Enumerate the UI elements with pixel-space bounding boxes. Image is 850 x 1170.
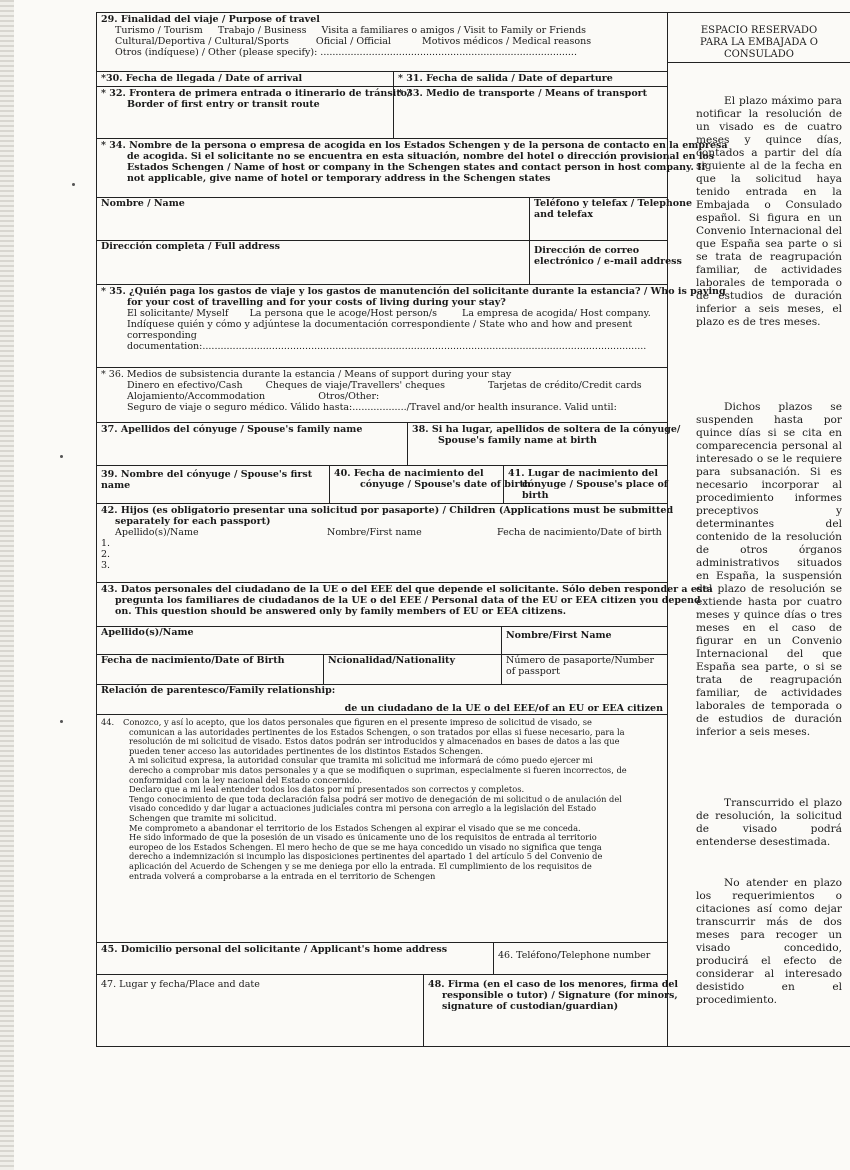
notice-paragraph-1: El plazo máximo para notificar la resolución de un visado es de cuatro meses y quince días, contados a partir del día siguiente al de la fecha en que la solicitud haya tenido entrada en la Embajada o Consulado español. Si figura en un Convenio Internacional del que España sea parte o si se trata de reagrupación familiar, de actividades laborales de temporada o de estudios de duración inferior a seis meses, el plazo es de tres meses. <box>696 95 842 328</box>
signature-label: signature of custodian/guardian) <box>442 1001 619 1012</box>
signature-label: responsible o tutor) / Signature (for minors, <box>442 990 678 1001</box>
section-35-costs <box>97 285 726 368</box>
declaration-line: derecho a comprobar mis datos personales y a que se modifiquen o supriman, especialmente si fueren incorrectos, de <box>129 764 627 775</box>
eu-relationship-label: Relación de parentesco/Family relationship: <box>101 685 336 696</box>
eu-passport-field[interactable] <box>501 654 669 684</box>
spouse-birthplace-label: birth <box>522 490 549 501</box>
child-row[interactable]: 2. <box>101 549 111 560</box>
section-37-38 <box>97 423 681 466</box>
eu-relationship-field[interactable] <box>97 684 667 715</box>
notice-paragraph-2: Dichos plazos se suspenden hasta por quince días si se cita en comparecencia personal al interesado o se le requiere para subsanación. Si es necesario incorporar al procedimiento informes preceptivos y determinantes del contenido de la resolución de otros órganos administrativos situados en España, la suspensión del plazo de resolución se extiende hasta por cuatro meses y quince días o tres meses en el caso de figurar en un Convenio Internacional del que España sea parte, o si se trata de reagrupación familiar, de actividades laborales de temporada o de estudios de duración inferior a seis meses. <box>696 401 842 738</box>
declaration-line: derecho a indemnización si incumplo las disposiciones pertinentes del apartado 1 del artículo 5 del Convenio de <box>129 851 603 862</box>
section-44-declaration <box>97 715 667 943</box>
section-34-title <box>97 139 728 197</box>
home-address-field[interactable]: 45. Domicilio personal del solicitante / Applicant's home address <box>101 944 448 955</box>
declaration-line: aplicación del Acuerdo de Schengen y se me deniega por ello la entrada. El cumplimiento de los requisitos de <box>129 860 592 871</box>
spouse-birthplace-label: 41. Lugar de nacimiento del <box>508 468 658 479</box>
section-34-line: de acogida. Si el solicitante no se encuentra en esta situación, nombre del hotel o dirección provisional en los <box>127 151 715 162</box>
section-42-title: 42. Hijos (es obligatorio presentar una solicitud por pasaporte) / Children (Applications must be submitted <box>101 505 674 516</box>
section-39-41 <box>97 466 667 504</box>
section-43-eu-citizen <box>97 583 713 715</box>
notice-paragraph-4: No atender en plazo los requerimientos o citaciones así como dejar transcurrir más de dos meses para recoger un visado concedido, producirá el efecto de considerar al interesado desistido en el procedimiento. <box>696 877 842 1006</box>
child-row[interactable]: 3. <box>101 560 111 571</box>
declaration-text <box>101 718 663 881</box>
declaration-line: Declaro que a mi leal entender todos los datos por mí presentados son correctos y completos. <box>129 784 525 795</box>
declaration-line: Tengo conocimiento de que toda declaración falsa podrá ser motivo de denegación de mi solicitud o de anulación del <box>129 793 622 804</box>
cost-payer-options <box>101 308 663 319</box>
spouse-first-name-field[interactable]: 39. Nombre del cónyuge / Spouse's first name <box>101 469 313 491</box>
transport-field[interactable]: * 33. Medio de transporte / Means of transport <box>393 87 669 138</box>
spouse-birthplace-label: cónyuge / Spouse's place of <box>522 479 668 490</box>
spouse-family-name-field[interactable]: 37. Apellidos del cónyuge / Spouse's family name <box>101 424 363 435</box>
purpose-other-field[interactable]: Otros (indíquese) / Other (please specify): ..................................................................................... <box>115 47 577 58</box>
eu-relationship-suffix: de un ciudadano de la UE o del EEE/of an EU or EEA citizen <box>344 703 663 714</box>
spouse-birth-name-label: Spouse's family name at birth <box>438 435 597 446</box>
declaration-line: conformidad con la ley nacional del Estado concernido. <box>129 774 363 785</box>
section-36-support <box>97 368 667 423</box>
section-34-host <box>97 139 728 285</box>
option-business[interactable]: Trabajo / Business <box>217 25 307 36</box>
eu-dob-field[interactable]: Fecha de nacimiento/Date of Birth <box>101 655 285 666</box>
section-44-number: 44. <box>101 717 115 727</box>
place-date-field[interactable]: 47. Lugar y fecha/Place and date <box>101 979 260 990</box>
telephone-field[interactable]: 46. Teléfono/Telephone number <box>493 943 669 974</box>
spouse-birth-name-label: 38. Si ha lugar, apellidos de soltera de la cónyuge/ <box>412 424 681 435</box>
declaration-line: Me comprometo a abandonar el territorio de los Estados Schengen al expirar el visado que se me conceda. <box>129 822 581 833</box>
children-col-name: Apellido(s)/Name <box>115 527 199 538</box>
insurance-field[interactable]: Seguro de viaje o seguro médico. Válido hasta:................../Travel and/or health insurance. Valid until: <box>127 402 617 413</box>
cost-documentation-field[interactable]: documentation:................................................................................................................................................... <box>127 341 647 352</box>
spouse-dob-field[interactable] <box>329 466 531 503</box>
option-tourism[interactable]: Turismo / Tourism <box>115 25 203 36</box>
host-email-label: Dirección de correo <box>534 245 640 256</box>
child-row[interactable]: 1. <box>101 538 111 549</box>
section-43-line: on. This question should be answered only by family members of EU or EEA citizens. <box>115 606 567 617</box>
section-45-46 <box>97 943 667 975</box>
section-47-48 <box>97 975 679 1047</box>
border-entry-field[interactable] <box>97 87 411 138</box>
option-other[interactable]: Otros/Other: <box>318 391 380 402</box>
children-col-dob: Fecha de nacimiento/Date of birth <box>497 527 662 538</box>
eu-passport-label: of passport <box>506 666 560 677</box>
support-options-row2 <box>101 391 663 402</box>
visa-application-form <box>96 12 728 1047</box>
section-34-line: not applicable, give name of hotel or temporary address in the Schengen states <box>127 173 551 184</box>
host-phone-field[interactable] <box>529 197 693 240</box>
support-options-row1 <box>101 380 663 391</box>
option-cultural-sports[interactable]: Cultural/Deportiva / Cultural/Sports <box>115 36 289 47</box>
section-43-line: pregunta los familiares de ciudadanos de la UE o del EEE / Personal data of the EU or EEA citizen you depend <box>115 595 701 606</box>
declaration-line: He sido informado de que la posesión de un visado es únicamente uno de los requisitos de entrada al territorio <box>129 832 597 843</box>
option-official[interactable]: Oficial / Official <box>315 36 391 47</box>
section-35-title-en: for your cost of travelling and for your costs of living during your stay? <box>127 297 506 308</box>
section-29-purpose <box>97 13 667 72</box>
section-42-children <box>97 504 674 583</box>
declaration-line: Conozco, y así lo acepto, que los datos personales que figuren en el presente impreso de solicitud de visado, se <box>123 717 592 727</box>
scan-speck <box>72 183 75 186</box>
section-34-line: * 34. Nombre de la persona o empresa de acogida en los Estados Schengen y de la persona de contacto en la empresa <box>101 140 728 151</box>
eu-first-name-field[interactable]: Nombre/First Name <box>501 626 669 654</box>
eu-family-name-field[interactable]: Apellido(s)/Name <box>101 627 194 638</box>
section-35-title: * 35. ¿Quién paga los gastos de viaje y los gastos de manutención del solicitante durante la estancia? / Who is paying <box>101 286 726 297</box>
departure-date-field[interactable]: * 31. Fecha de salida / Date of departure <box>393 72 669 86</box>
border-entry-label: * 32. Frontera de primera entrada o itinerario de tránsito/ <box>101 88 411 99</box>
spouse-birthplace-field[interactable] <box>503 466 669 503</box>
scan-speck <box>60 455 63 458</box>
reserved-heading-line: CONSULADO <box>724 49 794 60</box>
purpose-options-row2 <box>101 36 663 47</box>
section-32-33 <box>97 87 667 139</box>
option-travellers-cheques[interactable]: Cheques de viaje/Travellers' cheques <box>265 380 445 391</box>
signature-field[interactable] <box>423 975 679 1047</box>
arrival-date-field[interactable]: *30. Fecha de llegada / Date of arrival <box>101 73 303 84</box>
option-cash[interactable]: Dinero en efectivo/Cash <box>127 380 243 391</box>
reserved-space-heading <box>668 13 850 63</box>
section-30-31-dates <box>97 72 667 87</box>
eu-passport-label: Número de pasaporte/Number <box>506 655 655 666</box>
option-medical[interactable]: Motivos médicos / Medical reasons <box>422 36 592 47</box>
section-43-line: 43. Datos personales del ciudadano de la UE o del EEE del que depende el solicitante. Sólo deben responder a esta <box>101 584 713 595</box>
border-entry-label-en: Border of first entry or transit route <box>127 99 320 110</box>
spouse-dob-label: cónyuge / Spouse's date of birth <box>360 479 531 490</box>
host-address-field[interactable]: Dirección completa / Full address <box>101 241 280 252</box>
option-accommodation[interactable]: Alojamiento/Accommodation <box>127 391 266 402</box>
declaration-line: A mi solicitud expresa, la autoridad consular que tramita mi solicitud me informará de cómo puedo ejercer mi <box>129 755 593 766</box>
children-header <box>101 527 663 538</box>
host-email-label: electrónico / e-mail address <box>534 256 682 267</box>
section-29-title: 29. Finalidad del viaje / Purpose of travel <box>101 14 320 25</box>
reserved-heading-line: PARA LA EMBAJADA O <box>700 37 818 48</box>
spouse-birth-name-field[interactable] <box>407 423 681 465</box>
children-col-first-name: Nombre/First name <box>327 527 422 538</box>
cost-note: Indíquese quién y cómo y adjúntese la documentación correspondiente / State who and how and present <box>127 319 633 330</box>
host-phone-label: Teléfono y telefax / Telephone <box>534 198 693 209</box>
declaration-line: comunican a las autoridades pertinentes de los Estados Schengen, o son tratados por ellas si fuese necesario, para la <box>129 726 625 737</box>
option-credit-cards[interactable]: Tarjetas de crédito/Credit cards <box>487 380 642 391</box>
declaration-line: pueden tener acceso las autoridades pertinentes de los distintos Estados Schengen. <box>129 745 484 756</box>
declaration-line: entrada volverá a comprobarse a la entrada en el territorio de Schengen <box>129 870 436 881</box>
section-34-line: Estados Schengen / Name of host or company in the Schengen states and contact person in host company. If <box>127 162 706 173</box>
cost-note: corresponding <box>127 330 197 341</box>
consulate-reserved-column <box>668 12 850 1047</box>
signature-label: 48. Firma (en el caso de los menores, firma del <box>428 979 679 990</box>
purpose-options-row1 <box>101 25 663 36</box>
option-myself[interactable]: El solicitante/ Myself <box>127 308 229 319</box>
host-name-field[interactable]: Nombre / Name <box>101 198 185 209</box>
reserved-heading-line: ESPACIO RESERVADO <box>700 25 818 36</box>
declaration-line: visado concedido y dar lugar a actuaciones judiciales contra mi persona con arreglo a la legislación del Estado <box>129 803 597 814</box>
host-email-field[interactable] <box>529 240 682 285</box>
spouse-dob-label: 40. Fecha de nacimiento del <box>334 468 484 479</box>
scan-edge <box>0 0 14 1170</box>
scan-speck <box>60 720 63 723</box>
option-host-company[interactable]: La empresa de acogida/ Host company. <box>462 308 651 319</box>
section-42-title: separately for each passport) <box>115 516 271 527</box>
eu-nationality-field[interactable]: Ncionalidad/Nationality <box>323 654 501 684</box>
declaration-line: Schengen que tramite mi solicitud. <box>129 812 277 823</box>
declaration-line: resolución de mi solicitud de visado. Estos datos podrán ser introducidos y almacenados en bases de datos a las que <box>129 736 620 747</box>
declaration-line: europeo de los Estados Schengen. El mero hecho de que se me haya concedido un visado no significa que tenga <box>129 841 602 852</box>
notice-paragraph-3: Transcurrido el plazo de resolución, la solicitud de visado podrá entenderse desestimada. <box>696 797 842 848</box>
section-36-title: * 36. Medios de subsistencia durante la estancia / Means of support during your stay <box>101 369 512 380</box>
section-43-title <box>97 583 713 626</box>
option-host-person[interactable]: La persona que le acoge/Host person/s <box>249 308 437 319</box>
host-phone-label: and telefax <box>534 209 594 220</box>
option-family-visit[interactable]: Visita a familiares o amigos / Visit to Family or Friends <box>321 25 587 36</box>
